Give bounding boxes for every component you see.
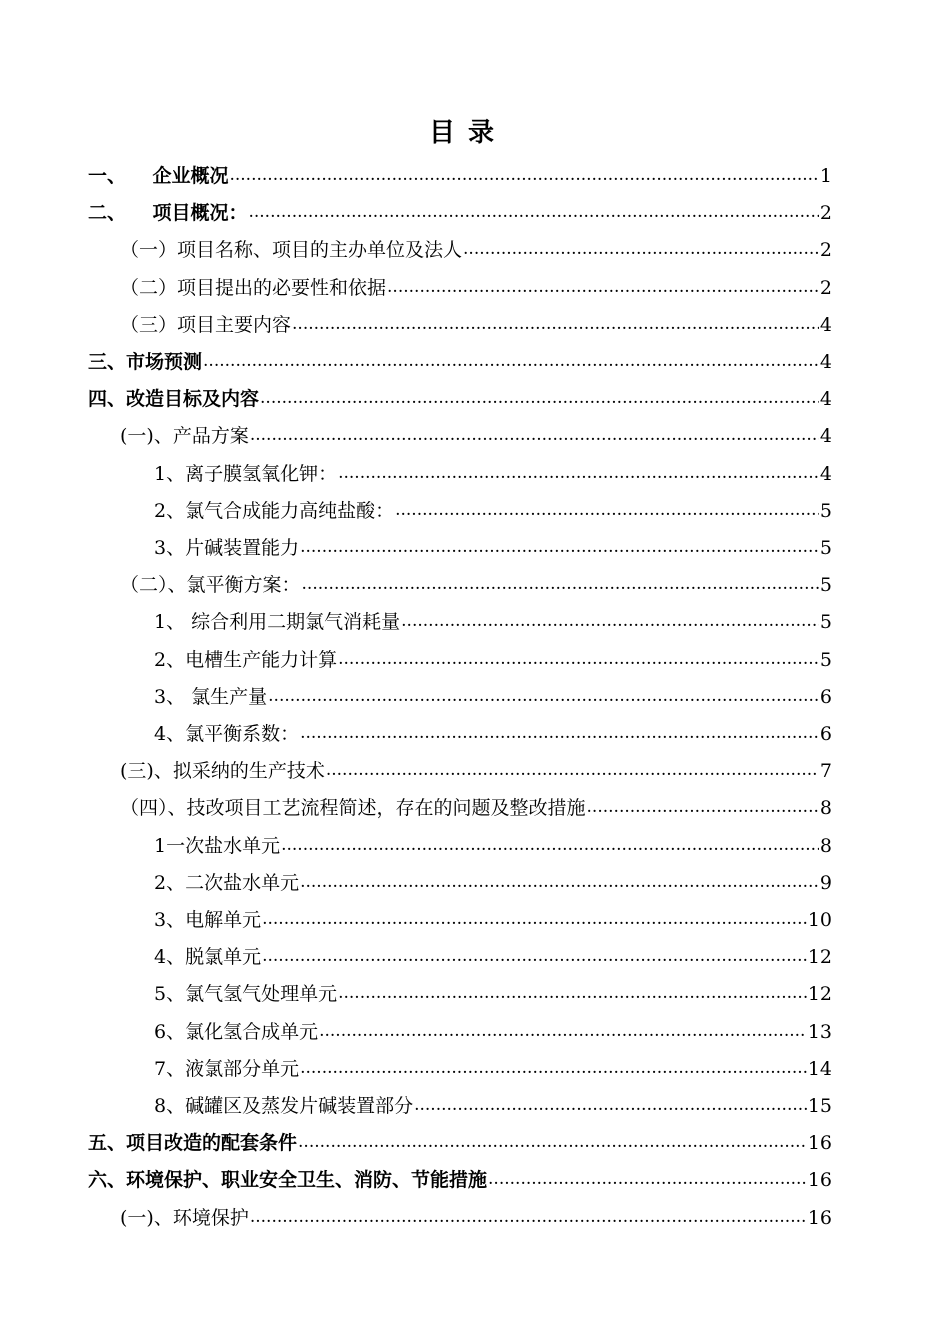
toc-entry[interactable] xyxy=(154,1011,832,1048)
toc-dot-leader xyxy=(260,385,819,410)
toc-dot-leader xyxy=(300,869,819,894)
toc-entry[interactable] xyxy=(120,564,832,601)
toc-dot-leader xyxy=(338,646,819,671)
toc-entry-label: 2、二次盐水单元 xyxy=(154,871,300,894)
toc-entry-label: 四、改造目标及内容 xyxy=(88,388,260,411)
toc-dot-leader xyxy=(414,1092,807,1117)
toc-page-number: 4 xyxy=(819,388,832,411)
toc-entry[interactable] xyxy=(120,750,832,787)
toc-page-number: 5 xyxy=(819,611,832,634)
toc-entry[interactable] xyxy=(88,341,832,378)
toc-entry[interactable] xyxy=(88,1159,832,1196)
toc-entry[interactable] xyxy=(88,192,832,229)
toc-entry[interactable] xyxy=(88,1122,832,1159)
toc-dot-leader xyxy=(281,832,819,857)
toc-page-number: 2 xyxy=(819,276,832,299)
toc-page-number: 8 xyxy=(819,834,832,857)
toc-dot-leader xyxy=(587,794,819,819)
toc-page-number: 8 xyxy=(819,797,832,820)
toc-dot-leader xyxy=(203,348,819,373)
toc-page-number: 1 xyxy=(819,165,832,187)
toc-entry-label: 三、市场预测 xyxy=(88,351,203,373)
toc-page-number: 5 xyxy=(819,537,832,559)
toc-dot-leader xyxy=(463,236,819,261)
toc-entry-label: 2、电槽生产能力计算 xyxy=(154,648,338,671)
toc-page-number: 16 xyxy=(807,1206,832,1229)
toc-page-number: 12 xyxy=(807,983,832,1006)
toc-dot-leader xyxy=(250,422,819,447)
toc-entry[interactable] xyxy=(154,936,832,973)
toc-dot-leader xyxy=(338,980,807,1005)
toc-dot-leader xyxy=(262,943,807,968)
toc-entry[interactable] xyxy=(154,862,832,899)
toc-dot-leader xyxy=(488,1166,807,1191)
toc-dot-leader xyxy=(319,1018,807,1043)
toc-page-number: 4 xyxy=(819,462,832,485)
toc-entry-label: 4、氯平衡系数： xyxy=(154,723,300,745)
toc-entry[interactable] xyxy=(154,899,832,936)
toc-entry-label: 8、碱罐区及蒸发片碱装置部分 xyxy=(154,1095,414,1117)
toc-page-number: 12 xyxy=(807,946,832,969)
toc-entry-label: (一)、环境保护 xyxy=(120,1206,249,1229)
toc-dot-leader xyxy=(401,608,819,633)
toc-entry-label: (一)、产品方案 xyxy=(120,425,249,448)
toc-entry[interactable] xyxy=(154,639,832,676)
toc-dot-leader xyxy=(250,1204,807,1229)
toc-entry-label: （三）项目主要内容 xyxy=(120,313,292,336)
toc-entry[interactable] xyxy=(88,155,832,192)
toc-page-number: 4 xyxy=(819,351,832,373)
toc-page-number: 16 xyxy=(807,1132,832,1155)
toc-entry-label: （二）项目提出的必要性和依据 xyxy=(120,276,387,299)
toc-dot-leader xyxy=(300,534,819,559)
toc-entry[interactable] xyxy=(154,453,832,490)
toc-dot-leader xyxy=(262,906,807,931)
toc-page-number: 10 xyxy=(807,909,832,931)
toc-entry[interactable] xyxy=(120,267,832,304)
toc-entry[interactable] xyxy=(154,490,832,527)
toc-page-number: 5 xyxy=(819,574,832,597)
toc-page-number: 6 xyxy=(819,723,832,745)
toc-entry[interactable] xyxy=(120,787,832,824)
toc-entry-label: （四）、技改项目工艺流程简述，存在的问题及整改措施 xyxy=(120,797,586,820)
toc-dot-leader xyxy=(292,311,819,336)
toc-entry[interactable] xyxy=(154,825,832,862)
toc-entry-label: 二、 项目概况： xyxy=(88,202,248,225)
toc-entry[interactable] xyxy=(120,1197,832,1234)
toc-page-number: 2 xyxy=(819,202,832,225)
toc-entry-label: 4、脱氯单元 xyxy=(154,946,262,969)
toc-dot-leader xyxy=(268,683,819,708)
toc-entry-label: 一、 企业概况 xyxy=(88,165,229,187)
toc-entry-label: 3、 氯生产量 xyxy=(154,685,268,708)
toc-page-number: 4 xyxy=(819,313,832,336)
toc-page-number: 14 xyxy=(807,1057,832,1080)
toc-entry-label: 5、氯气氢气处理单元 xyxy=(154,983,338,1006)
toc-page-number: 5 xyxy=(819,648,832,671)
toc-entry-label: （二）、氯平衡方案： xyxy=(120,574,301,597)
toc-dot-leader xyxy=(229,162,818,187)
toc-entry-label: 3、电解单元 xyxy=(154,909,262,931)
toc-page-number: 13 xyxy=(807,1020,832,1043)
toc-entry-label: （一）项目名称、项目的主办单位及法人 xyxy=(120,239,463,262)
toc-entry[interactable] xyxy=(154,676,832,713)
toc-dot-leader xyxy=(248,199,818,224)
toc-entry[interactable] xyxy=(120,229,832,266)
toc-dot-leader xyxy=(300,1055,807,1080)
toc-entry[interactable] xyxy=(120,304,832,341)
toc-dot-leader xyxy=(338,460,819,485)
toc-page-number: 5 xyxy=(819,499,832,522)
toc-page-number: 16 xyxy=(807,1169,832,1192)
toc-entry-label: 2、氯气合成能力高纯盐酸： xyxy=(154,499,395,522)
toc-entry[interactable] xyxy=(154,1085,832,1122)
toc-dot-leader xyxy=(395,497,819,522)
toc-entry[interactable] xyxy=(120,415,832,452)
toc-entry-label: 7、液氯部分单元 xyxy=(154,1057,300,1080)
toc-entry[interactable] xyxy=(154,1048,832,1085)
toc-entry[interactable] xyxy=(154,713,832,750)
toc-page-number: 6 xyxy=(819,685,832,708)
toc-dot-leader xyxy=(298,1129,807,1154)
toc-dot-leader xyxy=(326,757,819,782)
toc-entry-label: (三)、拟采纳的生产技术 xyxy=(120,760,325,783)
toc-page-number: 4 xyxy=(819,425,832,448)
page-title: 目 录 xyxy=(428,118,497,148)
toc-entry[interactable] xyxy=(154,527,832,564)
toc-page-number: 9 xyxy=(819,871,832,894)
toc-entry[interactable] xyxy=(154,973,832,1010)
toc-entry-label: 1、离子膜氢氧化钾： xyxy=(154,462,338,485)
toc-dot-leader xyxy=(387,274,819,299)
toc-entry-label: 3、片碱装置能力 xyxy=(154,537,300,559)
toc-entry[interactable] xyxy=(88,378,832,415)
toc-dot-leader xyxy=(300,720,819,745)
toc-entry-label: 6、氯化氢合成单元 xyxy=(154,1020,319,1043)
toc-dot-leader xyxy=(302,571,819,596)
toc-entry-label: 五、项目改造的配套条件 xyxy=(88,1132,298,1155)
toc-page-number: 7 xyxy=(819,760,832,783)
toc-entry-label: 六、环境保护、职业安全卫生、消防、节能措施 xyxy=(88,1169,488,1192)
toc-entry-label: 1、 综合利用二期氯气消耗量 xyxy=(154,611,401,634)
toc-page-number: 2 xyxy=(819,239,832,262)
toc-entry[interactable] xyxy=(154,601,832,638)
toc-entry-label: 1一次盐水单元 xyxy=(154,834,281,857)
toc-page-number: 15 xyxy=(807,1095,832,1117)
